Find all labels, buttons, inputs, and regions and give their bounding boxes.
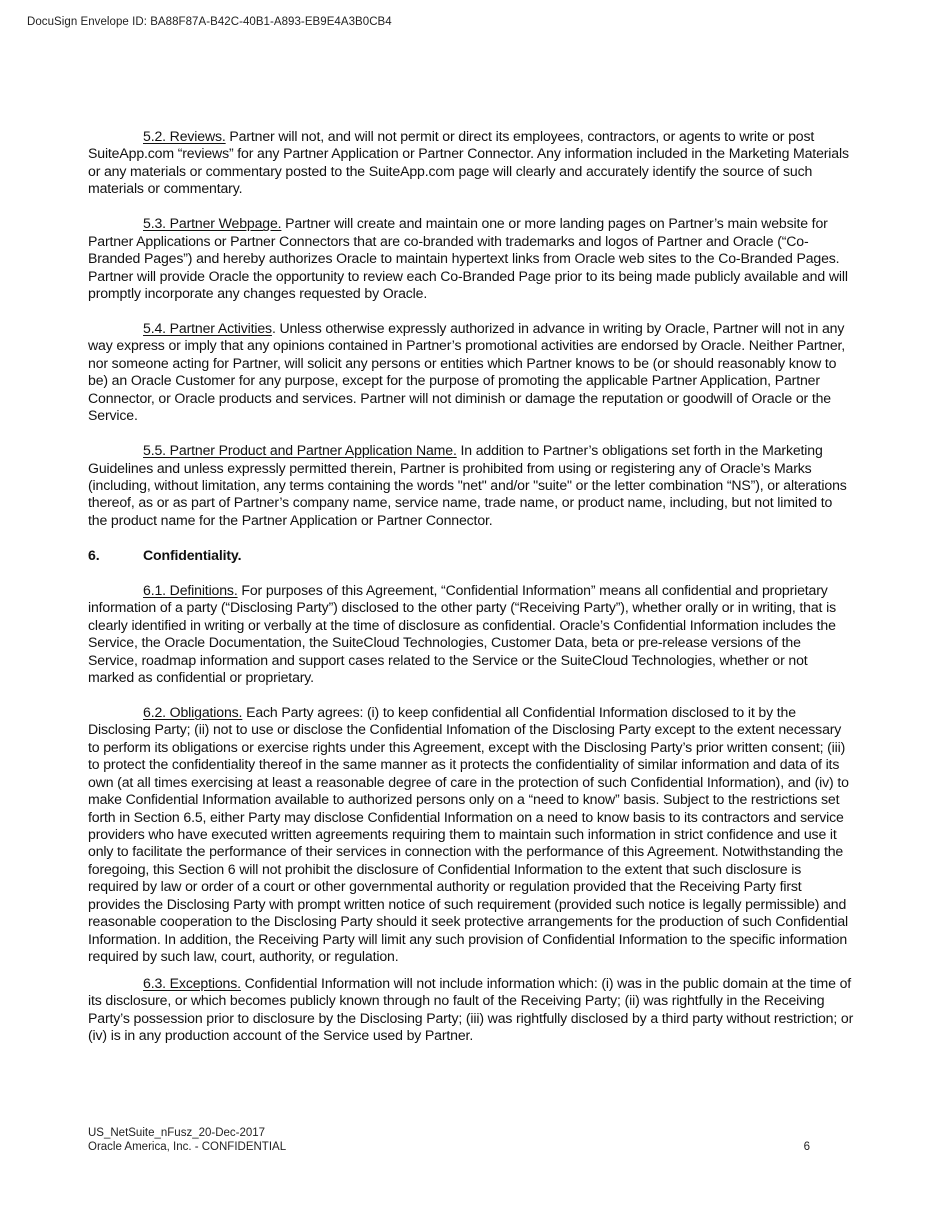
footer-doc-ref: US_NetSuite_nFusz_20-Dec-2017 [88,1127,266,1139]
section-5-4-heading: 5.4. Partner Activities [143,319,272,336]
section-5-2-heading: 5.2. Reviews. [143,128,226,144]
section-6-2-body: Each Party agrees: (i) to keep confidential all Confidential Information disclosed to it by the Disclosing Party; (ii) not to use or disclose the Confidential Infomation of the Disclosing Party except to the extent necessary to perform its obligations or exercise rights under this Agreement, except with the Disclosing Party’s prior written consent; (iii) to protect the confidentiality thereof in the same manner as it protects the confidentiality of similar information and data of its own (at all times exercising at least a reasonable degree of care in the protection of such Confidential Information), and (iv) to make Confidential Information available to authorized persons only on a “need to know” basis. Subject to the restrictions set forth in Section 6.5, either Party may disclose Confidential Information on a need to know basis to its contractors and service providers who have executed written agreements requiring them to maintain such information in strict confidence and use it only to facilitate the performance of their services in connection with the performance of this Agreement. Notwithstanding the foregoing, this Section 6 will not prohibit the disclosure of Confidential Information to the extent that such disclosure is required by law or order of a court or other governmental authority or regulation provided that the Receiving Party first provides the Disclosing Party with prompt written notice of such requirement (provided such notice is legally permissible) and reasonable cooperation to the Disclosing Party should it seek protective arrangements for the production of such Confidential Information. In addition, the Receiving Party will limit any such provision of Confidential Information to the specific information required by such law, court, authority, or regulation. [88,703,849,965]
section-5-5-heading: 5.5. Partner Product and Partner Application Name. [143,442,457,459]
section-6-1-body: For purposes of this Agreement, “Confidential Information” means all confidential and proprietary information of a party (“Disclosing Party”) disclosed to the other party (“Receiving Party”), whether orally or in writing, that is clearly identified in writing or verbally at the time of disclosure as confidential. Oracle’s Confidential Information includes the Service, the Oracle Documentation, the SuiteCloud Technologies, Customer Data, beta or pre-release versions of the Service, roadmap information and support cases related to the Service or the SuiteCloud Technologies, whether or not marked as confidential or proprietary. [88,581,836,685]
section-6-1-heading: 6.1. Definitions. [143,581,238,598]
section-5-3-heading: 5.3. Partner Webpage. [143,215,282,232]
section-6-3-exceptions [88,975,854,1045]
section-5-5-product-name [88,442,854,529]
docusign-envelope-id: DocuSign Envelope ID: BA88F87A-B42C-40B1-A893-EB9E4A3B0CB4 [27,16,392,28]
footer-confidential: Oracle America, Inc. - CONFIDENTIAL [88,1141,287,1153]
section-5-2-body: Partner will not, and will not permit or direct its employees, contractors, or agents to write or post SuiteApp.com “reviews” for any Partner Application or Partner Connector. Any information included in the Marketing Materials or any materials or commentary posted to the SuiteApp.com page will clearly and accurately identify the source of such materials or commentary. [88,128,849,197]
page-number: 6 [803,1141,810,1153]
section-6-number: 6. [88,546,100,563]
section-6-2-obligations [88,704,854,966]
section-5-3-partner-webpage [88,215,854,302]
section-6-heading [88,547,854,564]
section-6-title: Confidentiality. [143,546,242,563]
section-6-3-heading: 6.3. Exceptions. [143,974,241,991]
page-footer [88,1126,810,1154]
section-6-2-heading: 6.2. Obligations. [143,703,243,720]
section-5-4-partner-activities [88,320,854,425]
document-body [88,128,854,1062]
section-5-3-body: Partner will create and maintain one or more landing pages on Partner’s main website for Partner Applications or Partner Connectors that are co-branded with trademarks and logos of Partner and Oracle (“Co-Branded Pages”) and hereby authorizes Oracle to maintain hypertext links from Oracle web sites to the Co-Branded Pages. Partner will provide Oracle the opportunity to review each Co-Branded Page prior to its being made publicly available and will promptly incorporate any changes requested by Oracle. [88,215,848,302]
section-5-2-reviews [88,128,854,198]
section-6-1-definitions [88,582,854,687]
section-5-5-body: In addition to Partner’s obligations set forth in the Marketing Guidelines and unless expressly permitted therein, Partner is prohibited from using or registering any of Oracle’s Marks (including, without limitation, any terms containing the words "net" and/or "suite" or the letter combination “NS”), or alterations thereof, as or as part of Partner’s company name, service name, trade name, or product name, including, but not limited to the product name for the Partner Application or Partner Connector. [88,442,847,528]
section-6-3-body: Confidential Information will not include information which: (i) was in the public domain at the time of its disclosure, or which becomes publicly known through no fault of the Receiving Party; (ii) was rightfully in the Receiving Party’s possession prior to disclosure by the Disclosing Party; (iii) was rightfully disclosed by a third party without restriction; or (iv) is in any production account of the Service used by Partner. [88,974,854,1044]
section-5-4-body: . Unless otherwise expressly authorized in advance in writing by Oracle, Partner will not in any way express or imply that any opinions contained in Partner’s promotional activities are endorsed by Oracle. Neither Partner, nor someone acting for Partner, will solicit any persons or entities which Partner knows to be (or should reasonably know to be) an Oracle Customer for any purpose, except for the purpose of promoting the applicable Partner Application, Partner Connector, or Oracle products and services. Partner will not diminish or damage the reputation or goodwill of Oracle or the Service. [88,319,846,424]
